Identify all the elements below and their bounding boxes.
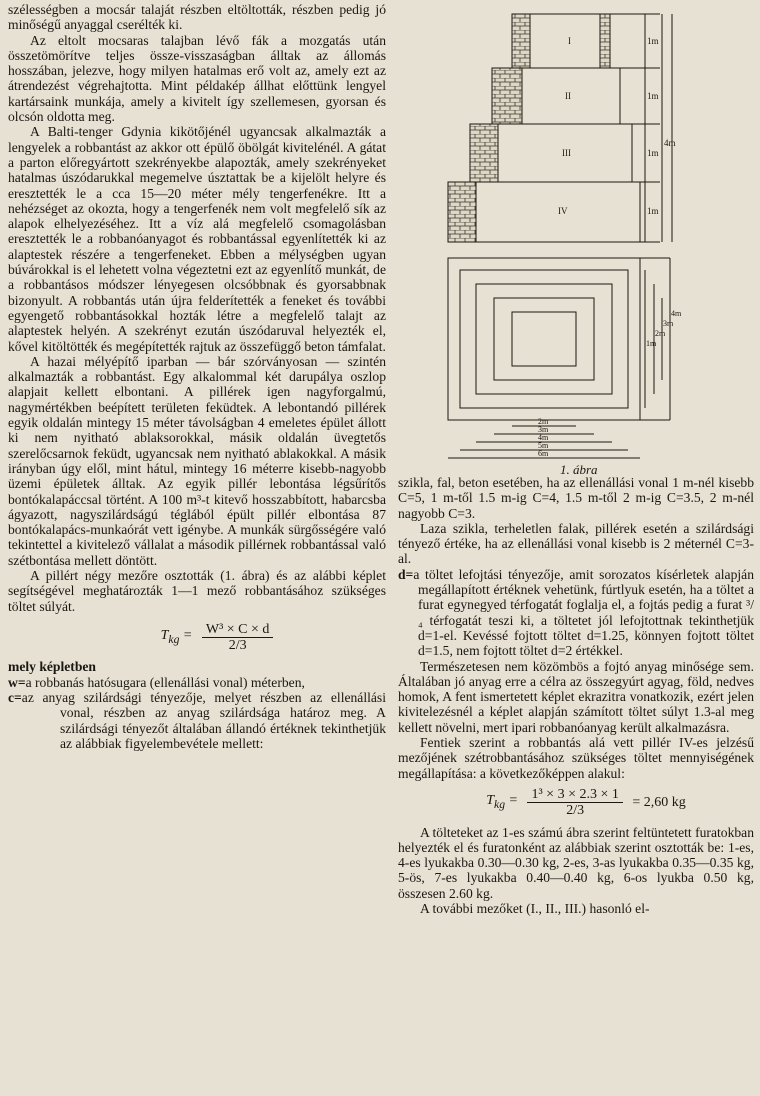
dim-label: 1m bbox=[647, 148, 659, 158]
definition-text: az anyag szilárdsági tényezője, melyet részben az ellenállási vonal, részben az anyag szilárdsága határoz meg. A szilárdsági tényezőt általában állandó értéknek tekinthetjük az alábbiak figyelembevétele mellett: bbox=[21, 690, 386, 751]
dim-label: 2m bbox=[538, 417, 549, 426]
pillar-drawing bbox=[440, 6, 730, 461]
dim-label: 1m bbox=[646, 339, 657, 348]
paragraph: A hazai mélyépítő iparban — bár szórványosan — szintén alkalmazták a robbantást. Egy alkalommal két darupálya oszlop alapjait kellett elbontani. A pillérek igen nagyforgalmú, nagymértékben beépített területen feküdtek. A lebontandó pillérek egyik oldalán mintegy 15 méter távolságban 4 emeletes épület állott ki nem nyitható ablaksorokkal, másik oldalán üvegtetős szerelőcsarnok feküdt, ugyancsak nem nyitható ablakokkal. A másik irányban úgy elől, mint hátul, mintegy 16 méterre kisebb-nagyobb üzemi épületek álltak. Az egyik pillér lebontása légsűrítős bontókalapáccsal történt. A 100 m³-t kitevő hosszabbított, habarcsba ágyazott, nagyszilárdságú téglából épült pillér elbontása 87 bontókalapács-munkaórát vett igénybe. A munkák sürgősségére való tekintettel a kivitelező vállalat a második pillérnek robbantással való szétbontása mellett döntött. bbox=[8, 353, 386, 568]
definition-key: d= bbox=[398, 566, 414, 582]
paragraph: mely képletben bbox=[8, 659, 96, 675]
dim-label: 1m bbox=[647, 206, 659, 216]
field-label: I bbox=[568, 36, 571, 46]
paragraph: A pillért négy mezőre osztották (1. ábra) és az alábbi képlet segítségével meghatározták 1—1 mező robbantásához szükséges töltet súlyát. bbox=[8, 567, 386, 614]
paragraph: A további mezőket (I., II., III.) hasonló el- bbox=[420, 901, 650, 917]
definition-key: w= bbox=[8, 674, 26, 690]
paragraph: A Balti-tenger Gdynia kikötőjénél ugyancsak alkalmazták a lengyelek a robbantást az akkor ott épülő öbölgát kivitelénél. A gátat a parton előregyártott szekrényekbe alapozták, amely szekrényeket hatalmas úszódarukkal megemelve úsztattak be a kijelölt helyre és eresztették le a cca 15—20 méter mély tengerfenékre. Itt a nehézséget az okozta, hogy a tengerfenék nem volt megfelelő sík az alapok elhelyezéséhez. Itt a víz alá megfelelő csomagolásban eresztették le a robbanóanyagot és robbantással egyenlítették ki az alaptestek részére a tengerfeneket. Ebben a mélységben ugyan búvárokkal is el lehetett volna végeztetni ezt az egyenlítő munkát, de a robbantásos módszer lényegesen olcsóbbnak és gyorsabbnak bizonyult. A robbantás után újra felderítették a feneket és további egyengető robbantásokkal hozták létre a megfelelő talajt az alaptestek helyén. A szekrényt ezután úszódaruval helyezték el, kővel kitöltötték és megépítették rajtuk az összefüggő beton támfalat. bbox=[8, 124, 386, 354]
dim-label: 4m bbox=[671, 309, 682, 318]
formula-symbol: T bbox=[486, 793, 495, 809]
formula-fraction bbox=[527, 787, 622, 819]
figure-caption: 1. ábra bbox=[560, 462, 598, 477]
formula-result: = 2,60 kg bbox=[632, 795, 686, 811]
formula-symbol: T bbox=[160, 628, 169, 644]
right-column bbox=[398, 475, 754, 916]
plan-dim-labels bbox=[538, 309, 682, 458]
dim-label: 1m bbox=[647, 36, 659, 46]
formula-denominator: 2/3 bbox=[228, 638, 247, 654]
formula-fraction bbox=[202, 622, 274, 654]
definition-d bbox=[398, 567, 754, 659]
field-label: II bbox=[565, 91, 571, 101]
formula-general: $T_{kg}$ = $\frac{\text{W³ × C × d}}{2/3}$ bbox=[48, 622, 386, 654]
dim-label: 4m bbox=[538, 433, 549, 442]
dim-label: 3m bbox=[663, 319, 674, 328]
definition-c bbox=[8, 690, 386, 751]
paragraph: Laza szikla, terheletlen falak, pillérek esetén a szilárdsági tényező értéke, ha az ellenállási vonal kisebb is 2 méternél C=3-al. bbox=[398, 520, 754, 567]
paragraph: Fentiek szerint a robbantás alá vett pillér IV-es jelzésű mezőjének szétrobbantásához szükséges töltet mennyiségének megállapítása: a következőképpen alakul: bbox=[398, 735, 754, 781]
definition-key: c= bbox=[8, 690, 22, 706]
paragraph: szélességben a mocsár talaját részben eltöltották, részben pedig jó minőségű anyaggal cserélték ki. bbox=[8, 2, 386, 33]
formula-subscript: kg bbox=[168, 632, 180, 646]
definition-text: a töltet lefojtási tényezője, amit sorozatos kísérletek alapján megállapított értéknek vehetünk, fúrtlyuk esetén, ha a töltet a furat egynegyed térfogatát foglalja el, a fojtás pedig a furat ³/₄ térfogatát teszi ki, a töltetet jól lefojtottnak tekinthetjük d=1-el. Kevéssé fojtott töltet d=1.25, könnyen fojtott töltet d=1.5, nem fojtott töltet d=2 értékkel. bbox=[413, 566, 754, 659]
dim-label: 3m bbox=[538, 425, 549, 434]
paragraph: Természetesen nem közömbös a fojtó anyag minősége sem. Általában jó anyag erre a célra az összegyúrt agyag, föld, nedves homok, A fent ismertetett képlet ekrazitra vonatkozik, ezért jelen kivitelezésnél a képlet alapján számított töltet súlyt 1.3-al meg kellett növelni, mert ipari robbanóanyag került alkalmazásra. bbox=[398, 658, 754, 735]
dim-label: 2m bbox=[655, 329, 666, 338]
formula-numerator: 1³ × 3 × 2.3 × 1 bbox=[527, 787, 622, 803]
formula-denominator: 2/3 bbox=[566, 803, 585, 819]
paragraph: szikla, fal, beton esetében, ha az ellenállási vonal 1 m-nél kisebb C=5, 1 m-től 1.5 m-ig C=4, 1.5 m-től 2 m-ig C=3.5, 2 m-nél nagyobb C=3. bbox=[398, 475, 754, 521]
paragraph: A tölteteket az 1-es számú ábra szerint feltüntetett furatokban helyezték el és furatonként az alábbiak szerint osztották be: 1-es, 4-es lyukakba 0.30—0.30 kg, 2-es, 3-as lyukakba 0.35—0.35 kg, 5-ös, 7-es lyukakba 0.40—0.40 kg, 6-os lyukba 0.50 kg, összesen 2.60 kg. bbox=[398, 824, 754, 901]
formula-subscript: kg bbox=[494, 797, 506, 811]
plan-view bbox=[448, 258, 670, 458]
figure-pillar-diagram bbox=[440, 6, 730, 461]
dim-label: 6m bbox=[538, 449, 549, 458]
formula-calculation: $T_{kg}$ = $\frac{\text{1³ × 3 × 2.3 × 1}}{2/3}$ = 2,60 kg bbox=[486, 786, 686, 819]
field-label: III bbox=[562, 148, 571, 158]
field-label: IV bbox=[558, 206, 568, 216]
left-column bbox=[8, 2, 386, 751]
formula-numerator: W³ × C × d bbox=[202, 622, 274, 638]
paragraph: Az eltolt mocsaras talajban lévő fák a mozgatás után összetömörítve teljes össze-visszaságban álltak az állomás hosszában, jelezve, hogy milyen hatalmas erő volt az, amely ezt az átrendezést végrehajtotta. Mint példakép állhat előttünk lengyel kartársaink munkája, amely a kivitelt így szellemesen, gyorsan és olcsón oldotta meg. bbox=[8, 32, 386, 125]
definition-text: a robbanás hatósugara (ellenállási vonal) méterben, bbox=[25, 674, 305, 690]
dim-label: 1m bbox=[647, 91, 659, 101]
dim-label: 4m bbox=[664, 138, 676, 148]
dim-label: 5m bbox=[538, 441, 549, 450]
definition-w bbox=[8, 675, 386, 690]
